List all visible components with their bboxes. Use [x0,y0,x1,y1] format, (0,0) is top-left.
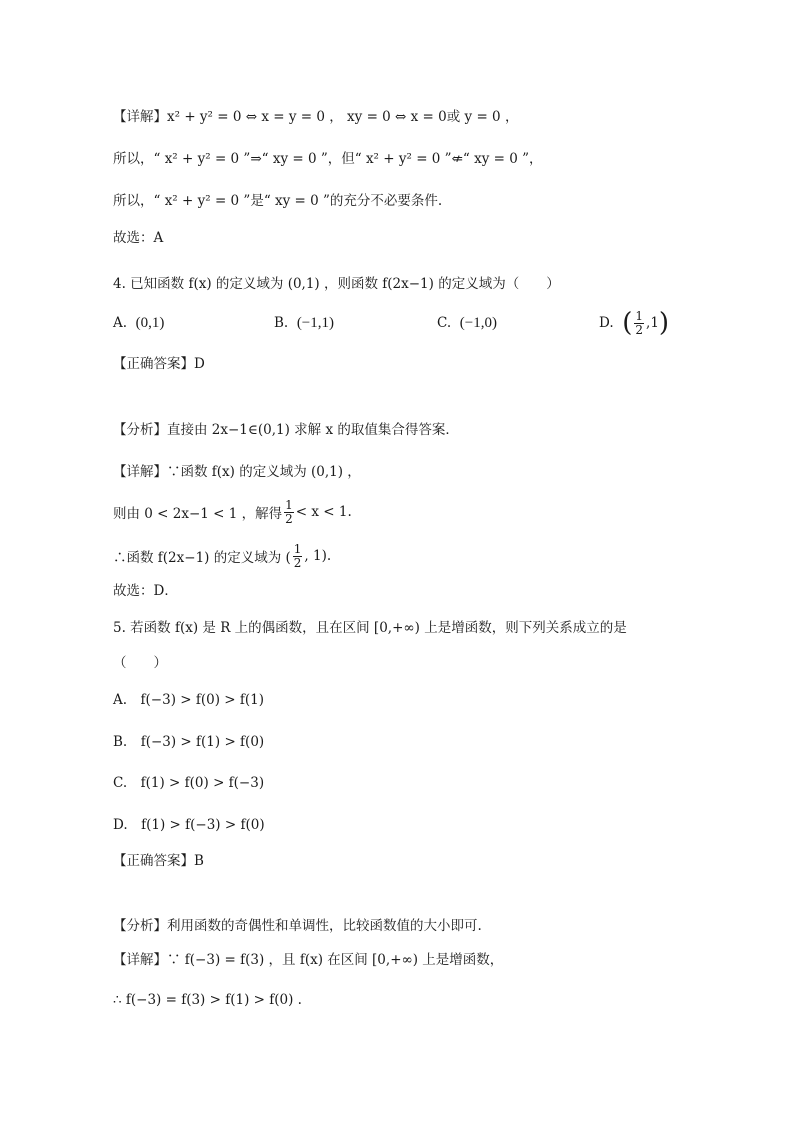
q4-option-d-label: D. [599,315,614,331]
q4-option-c [437,311,497,335]
q5-stem-paren: （ ） [113,655,167,671]
q4-answer: 【正确答案】D [113,356,205,372]
q4-option-c-label: C. [437,315,452,331]
q4-detail-1: 【详解】∵函数 f(x) 的定义域为 (0,1) ， [113,464,361,480]
q5-option-c: C. f(1) > f(0) > f(−3) [113,775,265,791]
q4-detail-2-fraction: $\frac{1}{2}$ [285,497,293,526]
q4-option-d: D. ( $\frac{1}{2}$ ,1 ) [599,308,670,338]
q4-option-b-label: B. [274,315,289,331]
q5-option-a: A. f(−3) > f(0) > f(1) [113,692,264,708]
q4-stem: 4. 已知函数 f(x) 的定义域为 (0,1) ，则函数 f(2x−1) 的定义域为（ ） [113,276,560,292]
q4-detail-2 [113,496,352,528]
q4-detail-3-post: , 1). [304,548,332,564]
q4-option-a [113,311,164,335]
q4-option-a-text: (0,1) [135,314,165,331]
q4-detail-3-pre: ∴函数 f(2x−1) 的定义域为 ( [113,550,291,566]
conclusion-line-1: 所以，“ x² + y² = 0 ”⇒“ xy = 0 ”，但“ x² + y² = 0 ”⇍“ xy = 0 ”， [113,151,543,167]
choice-line-q3: 故选：A [113,230,164,246]
q5-detail-1: 【详解】∵ f(−3) = f(3) ，且 f(x) 在区间 [0,+∞) 上是增函数， [113,952,504,968]
q5-answer: 【正确答案】B [113,853,204,869]
q4-option-b [274,311,334,335]
q4-option-b-text: (−1,1) [296,314,335,331]
q4-detail-2-pre: 则由 0 < 2x−1 < 1 ，解得 [113,506,283,522]
q4-detail-3-fraction: $\frac{1}{2}$ [293,541,302,570]
q4-detail-3 [113,540,331,572]
q4-choice: 故选：D． [113,583,178,599]
q4-detail-2-post: < x < 1. [295,504,352,520]
q5-stem: 5. 若函数 f(x) 是 R 上的偶函数，且在区间 [0,+∞) 上是增函数，则下列关系成立的是 [113,620,627,636]
q5-option-d: D. f(1) > f(−3) > f(0) [113,817,265,833]
q4-option-a-label: A. [113,315,128,331]
q5-detail-2: ∴ f(−3) = f(3) > f(1) > f(0) . [113,992,302,1008]
q4-option-c-text: (−1,0) [459,314,497,331]
q4-analysis: 【分析】直接由 2x−1∈(0,1) 求解 x 的取值集合得答案． [113,422,459,438]
conclusion-line-2: 所以，“ x² + y² = 0 ”是“ xy = 0 ”的充分不必要条件. [113,193,443,209]
detail-line-1: 【详解】x² + y² = 0 ⇔ x = y = 0 ， xy = 0 ⇔ x = 0或 y = 0 ， [113,109,519,125]
q4-option-d-fraction: $\frac{1}{2}$ [635,308,644,337]
q5-analysis: 【分析】利用函数的奇偶性和单调性，比较函数值的大小即可. [113,918,482,934]
q5-option-b: B. f(−3) > f(1) > f(0) [113,734,265,750]
q4-option-d-rest: ,1 [646,315,659,331]
